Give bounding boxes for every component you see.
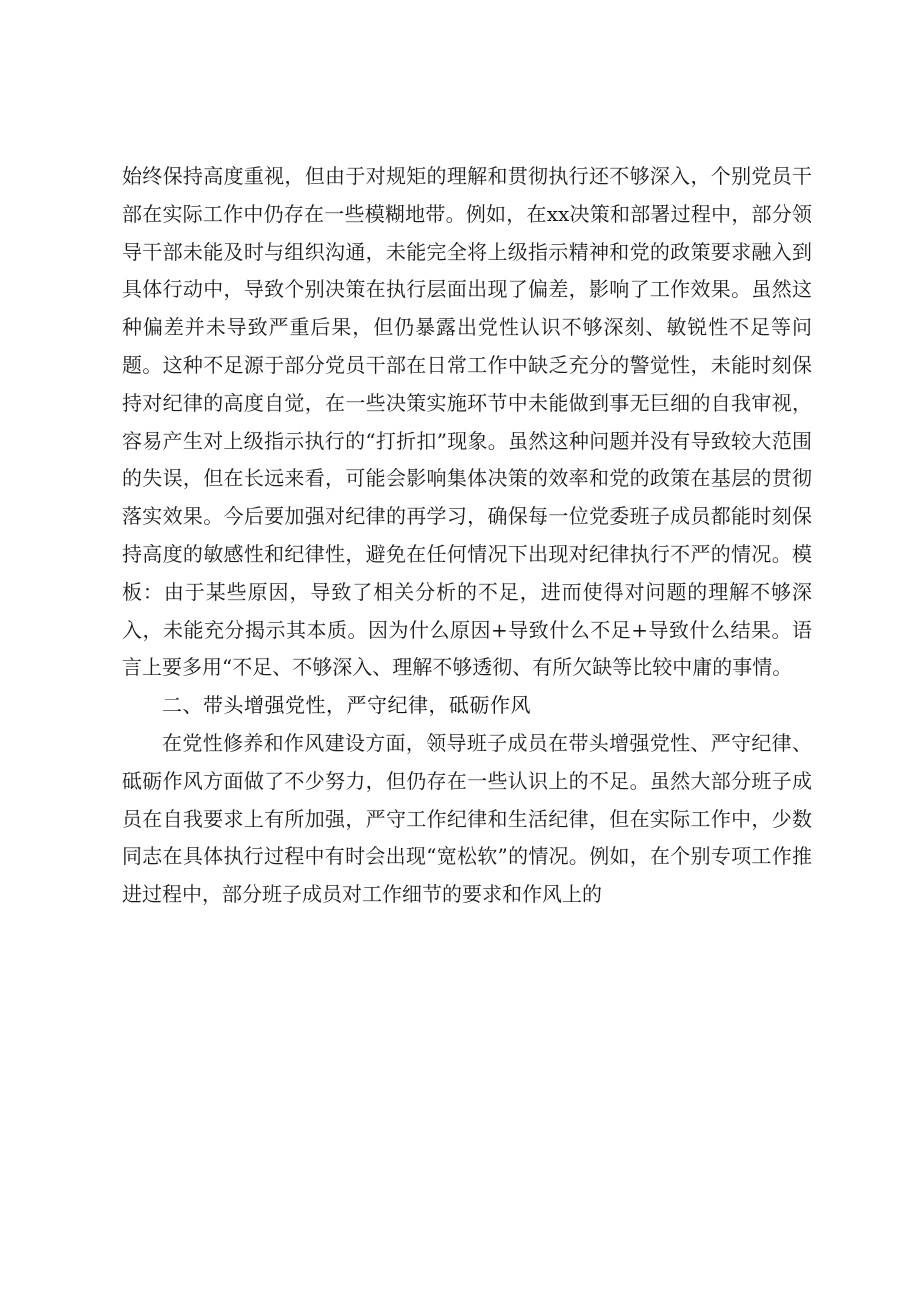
section-body-paragraph: 在党性修养和作风建设方面，领导班子成员在带头增强党性、严守纪律、砥砺作风方面做了不少努力，但仍存在一些认识上的不足。虽然大部分班子成员在自我要求上有所加强，严守工作纪律和生活纪律，但在实际工作中，少数同志在具体执行过程中有时会出现“宽松软”的情况。例如，在个别专项工作推进过程中，部分班子成员对工作细节的要求和作风上的 — [122, 730, 812, 907]
document-body — [122, 158, 812, 914]
continued-paragraph: 始终保持高度重视，但由于对规矩的理解和贯彻执行还不够深入，个别党员干部在实际工作中仍存在一些模糊地带。例如，在xx决策和部署过程中，部分领导干部未能及时与组织沟通，未能完全将上级指示精神和党的政策要求融入到具体行动中，导致个别决策在执行层面出现了偏差，影响了工作效果。虽然这种偏差并未导致严重后果，但仍暴露出党性认识不够深刻、敏锐性不足等问题。这种不足源于部分党员干部在日常工作中缺乏充分的警觉性，未能时刻保持对纪律的高度自觉，在一些决策实施环节中未能做到事无巨细的自我审视，容易产生对上级指示执行的“打折扣”现象。虽然这种问题并没有导致较大范围的失误，但在长远来看，可能会影响集体决策的效率和党的政策在基层的贯彻落实效果。今后要加强对纪律的再学习，确保每一位党委班子成员都能时刻保持高度的敏感性和纪律性，避免在任何情况下出现对纪律执行不严的情况。模板：由于某些原因，导致了相关分析的不足，进而使得对问题的理解不够深入，未能充分揭示其本质。因为什么原因+导致什么不足+导致什么结果。语言上要多用“不足、不够深入、理解不够透彻、有所欠缺等比较中庸的事情。 — [122, 164, 812, 680]
section-heading: 二、带头增强党性，严守纪律，砥砺作风 — [162, 693, 531, 718]
